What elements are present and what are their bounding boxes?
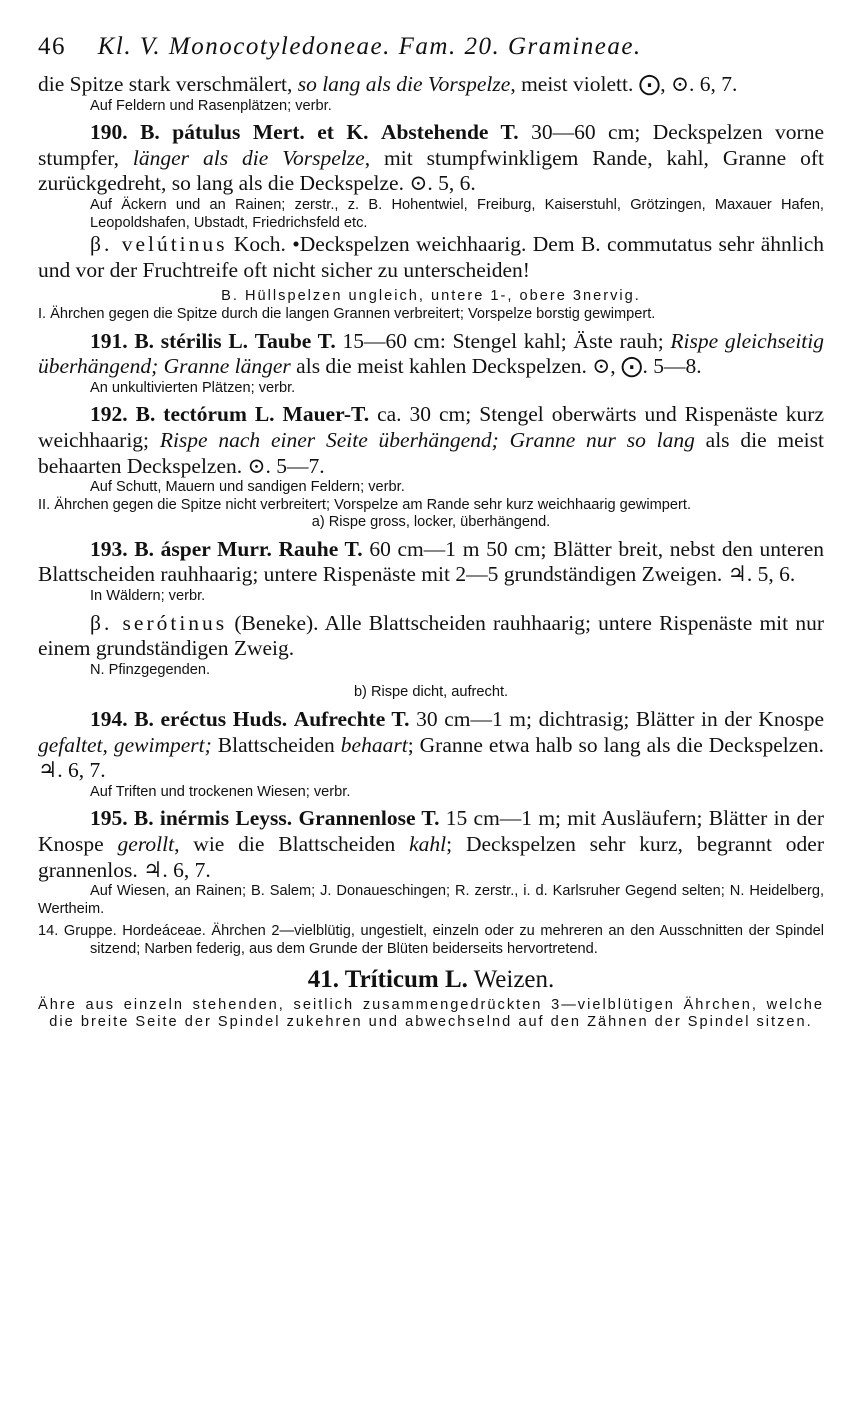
species-194: 194. B. eréctus Huds. Aufrechte T. 30 cm—1 m; dichtrasig; Blätter in der Knospe gefaltet, gewimpert; Blattscheiden behaart; Granne etwa halb so lang als die Deckspelzen. ♃. 6, 7.: [38, 707, 824, 783]
species-name: 193. B. ásper Murr.: [90, 536, 272, 561]
habitat-note: Auf Feldern und Rasenplätzen; verbr.: [90, 97, 332, 114]
common-name: Taube T.: [254, 328, 336, 353]
species-195: 195. B. inérmis Leyss. Grannenlose T. 15 cm—1 m; mit Ausläufern; Blätter in der Knospe gerollt, wie die Blattscheiden kahl; Deckspelzen sehr kurz, begrannt oder grannenlos. ♃. 6, 7.: [38, 806, 825, 882]
variety-name: β. velútinus: [90, 232, 228, 257]
habitat-note: Auf Schutt, Mauern und sandigen Feldern; verbr.: [90, 479, 405, 496]
common-name: Abstehende T.: [380, 120, 519, 145]
key-heading-b-dense: b) Rispe dicht, aufrecht.: [353, 684, 509, 701]
species-name: 195. B. inérmis Leyss.: [90, 806, 293, 831]
variety-name: β. serótinus: [90, 610, 228, 635]
common-name: Mauer-T.: [282, 402, 370, 427]
genus-heading: [38, 963, 824, 997]
variety-velutinus: β. velútinus Koch. •Deckspelzen weichhaarig. Dem B. commutatus sehr ähnlich und vor der Fruchtreife oft nicht sicher zu unterscheiden!: [38, 232, 824, 282]
species-name: 194. B. eréctus Huds.: [90, 707, 288, 732]
key-heading-a: a) Rispe gross, locker, überhängend.: [311, 514, 551, 531]
running-title: Kl. V. Monocotyledoneae. Fam. 20. Gramineae.: [97, 33, 642, 60]
genus-description: Ähre aus einzeln stehenden, seitlich zusammengedrückten 3—vielblütigen Ährchen, welche die breite Seite der Spindel zukehren und abwechselnd auf den Zähnen der Spindel sitzen.: [38, 996, 824, 1031]
common-name: Grannenlose T.: [298, 806, 440, 831]
species-name: 190. B. pátulus Mert. et K.: [90, 120, 369, 145]
common-name: Aufrechte T.: [293, 707, 410, 732]
variety-serotinus: β. serótinus (Beneke). Alle Blattscheiden rauhhaarig; untere Rispenäste mit nur einem grundständigen Zweig.: [38, 610, 825, 661]
species-name: 192. B. tectórum L.: [90, 402, 275, 427]
running-header: [38, 28, 824, 72]
genus-name: 41. Tríticum L.: [307, 965, 468, 993]
species-191: 191. B. stérilis L. Taube T. 15—60 cm: Stengel kahl; Äste rauh; Rispe gleichseitig überhängend; Granne länger als die meist kahlen Deckspelzen. ⊙, ⨀. 5—8.: [38, 328, 824, 379]
habitat-note: An unkultivierten Plätzen; verbr.: [90, 379, 296, 396]
key-heading-ii: II. Ährchen gegen die Spitze nicht verbreitert; Vorspelze am Rande sehr kurz weichhaarig gewimpert.: [38, 496, 691, 513]
habitat-note: Auf Wiesen, an Rainen; B. Salem; J. Donaueschingen; R. zerstr., i. d. Karlsruher Gegend selten; N. Heidelberg, Wertheim.: [38, 883, 824, 917]
key-heading-i: I. Ährchen gegen die Spitze durch die langen Grannen verbreitert; Vorspelze borstig gewimpert.: [38, 305, 656, 322]
key-heading-b: B. Hüllspelzen ungleich, untere 1-, obere 3nervig.: [221, 288, 641, 305]
species-192: 192. B. tectórum L. Mauer-T. ca. 30 cm; Stengel oberwärts und Rispenäste kurz weichhaarig; Rispe nach einer Seite überhängend; Granne nur so lang als die meist behaarten Deckspelzen. ⊙. 5—7.: [38, 402, 825, 478]
common-name: Rauhe T.: [278, 536, 363, 561]
page-number: 46: [38, 33, 66, 60]
species-190: 190. B. pátulus Mert. et K. Abstehende T. 30—60 cm; Deckspelzen vorne stumpfer, länger als die Vorspelze, mit stumpfwinkligem Rande, kahl, Granne oft zurückgedreht, so lang als die Deckspelze. ⊙. 5, 6.: [38, 120, 825, 196]
species-name: 191. B. stérilis L.: [90, 328, 249, 353]
species-193: 193. B. ásper Murr. Rauhe T. 60 cm—1 m 50 cm; Blätter breit, nebst den unteren Blattscheiden rauhhaarig; untere Rispenäste mit 2—5 grundständigen Zweigen. ♃. 5, 6.: [38, 536, 825, 587]
book-page: [38, 28, 824, 1032]
habitat-note: N. Pfinzgegenden.: [90, 661, 211, 678]
group-14-description: 14. Gruppe. Hordeáceae. Ährchen 2—vielblütig, ungestielt, einzeln oder zu mehreren an den Ausschnitten der Spindel sitzend; Narben federig, aus dem Grunde der Blüten beiderseits hervortretend.: [38, 923, 824, 957]
habitat-note: In Wäldern; verbr.: [90, 588, 206, 605]
habitat-note: Auf Äckern und an Rainen; zerstr., z. B. Hohentwiel, Freiburg, Kaiserstuhl, Grötzingen, Maxauer Hafen, Leopoldshafen, Ubstadt, Friedrichsfeld etc.: [90, 196, 824, 231]
habitat-note: Auf Triften und trockenen Wiesen; verbr.: [90, 783, 351, 800]
continuation-paragraph: die Spitze stark verschmälert, so lang als die Vorspelze, meist violett. ⨀, ⊙. 6, 7.: [38, 72, 738, 96]
genus-common-name: Weizen.: [473, 965, 555, 993]
